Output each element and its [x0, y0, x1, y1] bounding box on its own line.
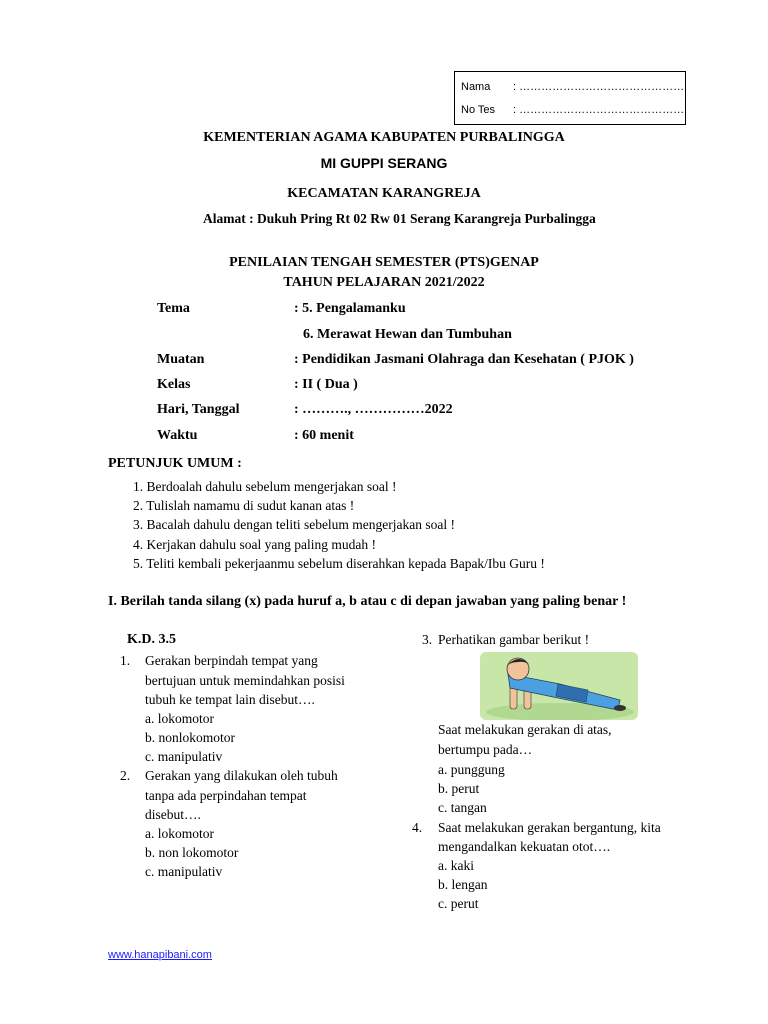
hari-value: : ………., ……………2022: [294, 402, 453, 417]
hari-label: Hari, Tanggal: [157, 402, 240, 417]
q4-option-a: a. kaki: [438, 858, 474, 873]
q1-option-a: a. lokomotor: [145, 711, 214, 726]
test-value: : ………………………………………: [513, 104, 685, 116]
push-up-picture: [480, 652, 638, 720]
q4-line: mengandalkan kekuatan otot….: [438, 839, 611, 854]
q2-option-b: b. non lokomotor: [145, 845, 239, 860]
exam-title: PENILAIAN TENGAH SEMESTER (PTS)GENAP: [229, 255, 539, 270]
q4-option-c: c. perut: [438, 896, 479, 911]
q2-line: tanpa ada perpindahan tempat: [145, 788, 307, 803]
q3-option-c: c. tangan: [438, 800, 487, 815]
ministry-title: KEMENTERIAN AGAMA KABUPATEN PURBALINGGA: [203, 130, 565, 145]
exam-year: TAHUN PELAJARAN 2021/2022: [283, 275, 485, 290]
q3-intro: Perhatikan gambar berikut !: [438, 632, 590, 647]
waktu-label: Waktu: [157, 428, 198, 443]
petunjuk-item: 3. Bacalah dahulu dengan teliti sebelum mengerjakan soal !: [133, 517, 456, 532]
petunjuk-item: 1. Berdoalah dahulu sebelum mengerjakan soal !: [133, 479, 397, 494]
q1-line: Gerakan berpindah tempat yang: [145, 653, 318, 668]
q4-option-b: b. lengan: [438, 877, 488, 892]
q1-option-b: b. nonlokomotor: [145, 730, 235, 745]
q1-line: bertujuan untuk memindahkan posisi: [145, 673, 345, 688]
name-label: Nama: [461, 81, 491, 93]
q4-line: Saat melakukan gerakan bergantung, kita: [438, 820, 661, 835]
q2-line: disebut….: [145, 807, 201, 822]
q3-line: bertumpu pada…: [438, 742, 533, 757]
section-instruction: I. Berilah tanda silang (x) pada huruf a, b atau c di depan jawaban yang paling benar !: [108, 594, 627, 609]
kelas-value: : II ( Dua ): [294, 377, 358, 392]
muatan-value: : Pendidikan Jasmani Olahraga dan Kesehatan ( PJOK ): [294, 352, 634, 367]
tema-label: Tema: [157, 301, 190, 316]
test-row: [461, 104, 684, 116]
kd-label: K.D. 3.5: [127, 632, 176, 647]
q3-option-b: b. perut: [438, 781, 480, 796]
q1-number: 1.: [120, 653, 131, 668]
q2-number: 2.: [120, 768, 131, 783]
q4-number: 4.: [412, 820, 423, 835]
name-row: [461, 81, 684, 93]
kelas-label: Kelas: [157, 377, 191, 392]
tema-value-2: 6. Merawat Hewan dan Tumbuhan: [303, 327, 512, 342]
q2-option-a: a. lokomotor: [145, 826, 214, 841]
waktu-value: : 60 menit: [294, 428, 354, 443]
petunjuk-item: 5. Teliti kembali pekerjaanmu sebelum diserahkan kepada Bapak/Ibu Guru !: [133, 556, 545, 571]
student-info-box: [454, 71, 686, 125]
district-name: KECAMATAN KARANGREJA: [287, 186, 481, 201]
q3-number: 3.: [422, 632, 433, 647]
q1-line: tubuh ke tempat lain disebut….: [145, 692, 315, 707]
school-address: Alamat : Dukuh Pring Rt 02 Rw 01 Serang Karangreja Purbalingga: [203, 211, 596, 226]
q3-option-a: a. punggung: [438, 762, 505, 777]
q2-line: Gerakan yang dilakukan oleh tubuh: [145, 768, 338, 783]
website-link[interactable]: www.hanapibani.com: [108, 949, 212, 961]
petunjuk-heading: PETUNJUK UMUM :: [108, 456, 242, 471]
school-name: MI GUPPI SERANG: [320, 155, 448, 171]
muatan-label: Muatan: [157, 352, 205, 367]
petunjuk-item: 4. Kerjakan dahulu soal yang paling mudah !: [133, 537, 376, 552]
q3-line: Saat melakukan gerakan di atas,: [438, 722, 612, 737]
q1-option-c: c. manipulativ: [145, 749, 223, 764]
tema-value: : 5. Pengalamanku: [294, 301, 406, 316]
name-value: : ………………………………………: [513, 81, 685, 93]
test-label: No Tes: [461, 104, 496, 116]
petunjuk-item: 2. Tulislah namamu di sudut kanan atas !: [133, 498, 355, 513]
q2-option-c: c. manipulativ: [145, 864, 223, 879]
